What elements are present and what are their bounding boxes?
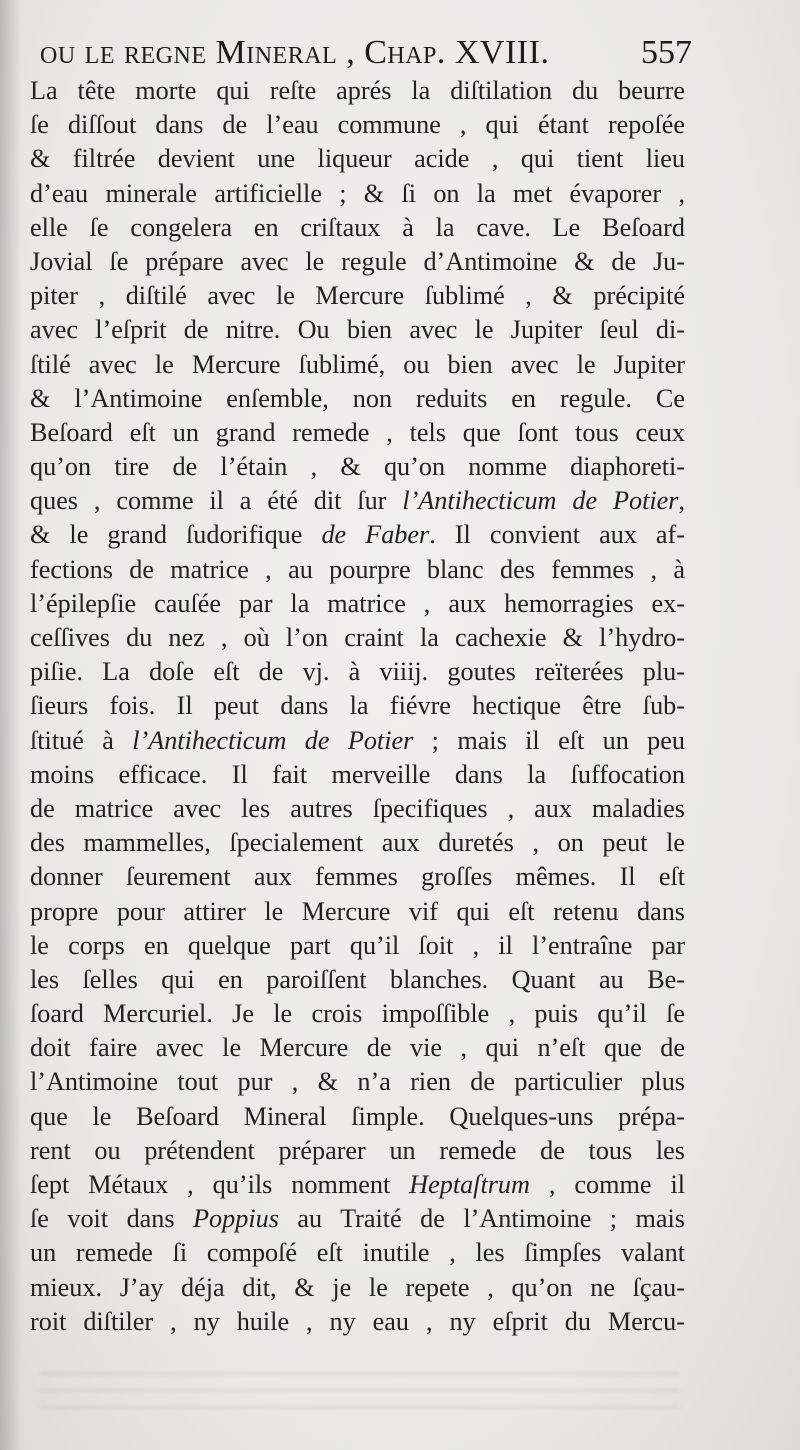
text-span: & filtrée devient une liqueur acide , qui tient lieu <box>30 144 685 174</box>
text-line <box>30 279 685 313</box>
text-line <box>30 108 685 142</box>
body-text <box>30 74 685 1339</box>
text-span: propre pour attirer le Mercure vif qui eſt retenu dans <box>30 896 685 926</box>
italic-text: Heptaſtrum <box>409 1170 530 1199</box>
running-title: ou le regne Mineral , Chap. XVIII. <box>40 34 550 71</box>
text-span: ſoard Mercuriel. Je le crois impoſſible , puis qu’il ſe <box>30 999 685 1029</box>
text-line <box>30 1065 685 1099</box>
text-span: rent ou prétendent préparer un remede de tous les <box>30 1135 685 1165</box>
text-line <box>30 1202 685 1236</box>
text-span: doit faire avec le Mercure de vie , qui n’eſt que de <box>30 1033 685 1063</box>
text-span: un remede ſi compoſé eſt inutile , les ſimpſes valant <box>30 1238 685 1268</box>
text-span: ſtilé avec le Mercure ſublimé, ou bien avec le Jupiter <box>30 349 685 379</box>
text-line <box>30 1031 685 1065</box>
text-line <box>30 621 685 655</box>
page-header <box>40 30 692 76</box>
page-number: 557 <box>641 34 692 71</box>
text-line <box>30 587 685 621</box>
text-span: au Traité de l’Antimoine ; mais <box>278 1204 685 1234</box>
text-span: Beſoard eſt un grand remede , tels que ſont tous ceux <box>30 417 685 447</box>
text-span: l’Antimoine tout pur , & n’a rien de particulier plus <box>30 1067 685 1097</box>
italic-text: Poppius <box>193 1204 279 1234</box>
text-span: , <box>678 486 685 516</box>
text-line <box>30 245 685 279</box>
text-line <box>30 177 685 211</box>
text-span: ſe diſſout dans de l’eau commune , qui étant repoſée <box>30 110 685 140</box>
text-span: le corps en quelque part qu’il ſoit , il l’entraîne par <box>30 930 685 960</box>
text-line <box>30 724 685 758</box>
text-span: ques , comme il a été dit ſur <box>30 486 403 516</box>
text-line <box>30 929 685 963</box>
text-span: , comme il <box>529 1170 685 1199</box>
text-span: & l’Antimoine enſemble, non reduits en regule. Ce <box>30 383 685 413</box>
text-span: mieux. J’ay déja dit, & je le repete , qu’on ne ſçau- <box>30 1272 685 1302</box>
text-line <box>30 655 685 689</box>
text-span: fections de matrice , au pourpre blanc des femmes , à <box>30 554 685 584</box>
text-span: piſie. La doſe eſt de vj. à viiij. goutes reïterées plu- <box>30 657 685 687</box>
text-span: des mammelles, ſpecialement aux duretés , on peut le <box>30 828 685 858</box>
text-line <box>30 758 685 792</box>
text-line <box>30 450 685 484</box>
text-span: ſe voit dans <box>30 1204 194 1234</box>
text-span: roit diſtiler , ny huile , ny eau , ny eſprit du Mercu- <box>30 1306 685 1336</box>
text-span: de matrice avec les autres ſpecifiques , aux maladies <box>30 793 685 823</box>
text-line <box>30 963 685 997</box>
bleed-through-shadow <box>40 1372 680 1412</box>
text-line <box>30 1168 685 1202</box>
text-line <box>30 826 685 860</box>
text-span: ſtitué à <box>30 725 133 755</box>
text-line <box>30 1100 685 1134</box>
text-line <box>30 689 685 723</box>
text-line <box>30 74 685 108</box>
text-line <box>30 1236 685 1270</box>
text-span: avec l’eſprit de nitre. Ou bien avec le Jupiter ſeul di- <box>30 315 685 345</box>
text-line <box>30 895 685 929</box>
text-span: ceſſives du nez , où l’on craint la cachexie & l’hydro- <box>30 623 685 652</box>
text-span: ſieurs fois. Il peut dans la fiévre hectique être ſub- <box>30 691 685 721</box>
text-span: Jovial ſe prépare avec le regule d’Antimoine & de Ju- <box>30 246 685 276</box>
text-line <box>30 313 685 347</box>
text-line <box>30 416 685 450</box>
text-line <box>30 997 685 1031</box>
text-span: elle ſe congelera en criſtaux à la cave. Le Beſoard <box>30 212 685 242</box>
text-line <box>30 382 685 416</box>
italic-text: l’Antihecticum de Potier <box>402 486 679 516</box>
italic-text: de Faber <box>321 520 430 550</box>
text-span: que le Beſoard Mineral ſimple. Quelques-uns prépa- <box>30 1101 685 1131</box>
text-line <box>30 518 685 552</box>
text-line <box>30 348 685 382</box>
text-line <box>30 792 685 826</box>
text-span: donner ſeurement aux femmes groſſes mêmes. Il eſt <box>30 862 685 892</box>
text-line <box>30 860 685 894</box>
text-line <box>30 484 685 518</box>
text-line <box>30 1134 685 1168</box>
text-span: piter , diſtilé avec le Mercure ſublimé , & précipité <box>30 281 685 311</box>
text-span: qu’on tire de l’étain , & qu’on nomme diaphoreti- <box>30 452 685 482</box>
text-line <box>30 142 685 176</box>
italic-text: l’Antihecticum de Potier <box>132 725 414 755</box>
text-span: & le grand ſudorifique <box>30 520 322 550</box>
text-line <box>30 1271 685 1305</box>
text-span: moins efficace. Il fait merveille dans la ſuffocation <box>30 759 685 789</box>
text-line <box>30 553 685 587</box>
text-span: l’épilepſie cauſée par la matrice , aux hemorragies ex- <box>30 588 685 618</box>
text-span: les ſelles qui en paroiſſent blanches. Quant au Be- <box>30 964 685 994</box>
binding-gutter-shadow <box>0 0 22 1450</box>
text-span: ſept Métaux , qu’ils nomment <box>30 1170 410 1199</box>
text-line <box>30 1305 685 1339</box>
text-span: ; mais il eſt un peu <box>413 725 685 755</box>
text-span: d’eau minerale artificielle ; & ſi on la met évaporer , <box>30 178 685 208</box>
text-line <box>30 211 685 245</box>
text-span: La tête morte qui reſte aprés la diſtilation du beurre <box>30 76 685 105</box>
text-span: . Il convient aux af- <box>429 520 685 550</box>
